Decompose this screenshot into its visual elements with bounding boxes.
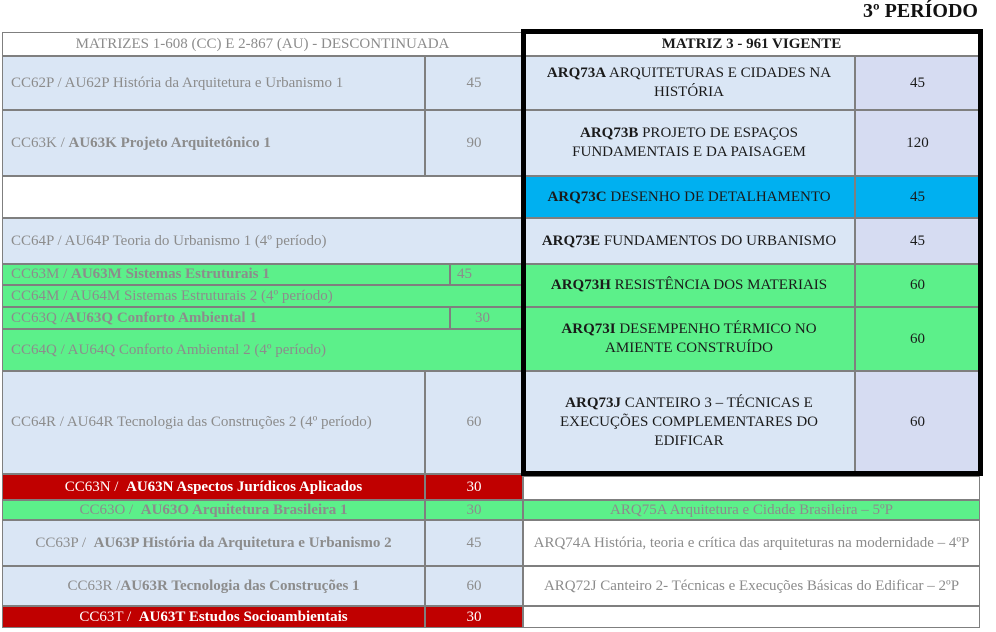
new-course-arq73a: ARQ73A ARQUITETURAS E CIDADES NA HISTÓRIA — [523, 56, 855, 110]
new-hours-arq73e: 45 — [855, 218, 980, 264]
old-hours-cc63n: 30 — [425, 474, 523, 500]
old-course-cc63o: CC63O / AU63O Arquitetura Brasileira 1 — [2, 500, 425, 520]
old-hours-cc63o: 30 — [425, 500, 523, 520]
new-hours-arq73c: 45 — [855, 176, 980, 218]
old-course-cc64m: CC64M / AU64M Sistemas Estruturais 2 (4º período) — [2, 285, 523, 307]
old-hours-cc64r: 60 — [425, 371, 523, 474]
new-hours-arq73i: 60 — [855, 307, 980, 371]
note-arq75a: ARQ75A Arquitetura e Cidade Brasileira – 5ºP — [523, 500, 980, 520]
old-hours-cc63t: 30 — [425, 606, 523, 628]
old-course-cc63r: CC63R /AU63R Tecnologia das Construções 1 — [2, 566, 425, 606]
note-arq72j: ARQ72J Canteiro 2- Técnicas e Execuções Básicas do Edificar – 2ºP — [523, 566, 980, 606]
old-hours-cc63q: 30 — [450, 307, 523, 329]
new-hours-arq73b: 120 — [855, 110, 980, 176]
new-hours-arq73a: 45 — [855, 56, 980, 110]
old-course-cc64q: CC64Q / AU64Q Conforto Ambiental 2 (4º período) — [2, 329, 523, 371]
old-hours-cc63p: 45 — [425, 520, 523, 566]
old-course-cc63p: CC63P / AU63P História da Arquitetura e Urbanismo 2 — [2, 520, 425, 566]
old-hours-cc62p: 45 — [425, 56, 523, 110]
note-empty-2 — [523, 606, 980, 628]
new-course-arq73e: ARQ73E FUNDAMENTOS DO URBANISMO — [523, 218, 855, 264]
new-hours-arq73j: 60 — [855, 371, 980, 474]
period-title: 3º PERÍODO — [863, 0, 978, 22]
old-course-cc63m: CC63M / AU63M Sistemas Estruturais 1 — [2, 264, 450, 285]
new-hours-arq73h: 60 — [855, 264, 980, 307]
old-hours-cc63r: 60 — [425, 566, 523, 606]
old-hours-cc63m: 45 — [450, 264, 523, 285]
old-course-cc62p: CC62P / AU62P História da Arquitetura e Urbanismo 1 — [2, 56, 425, 110]
new-course-arq73i: ARQ73I DESEMPENHO TÉRMICO NO AMIENTE CONSTRUÍDO — [523, 307, 855, 371]
new-course-arq73h: ARQ73H RESISTÊNCIA DOS MATERIAIS — [523, 264, 855, 307]
old-course-cc64p: CC64P / AU64P Teoria do Urbanismo 1 (4º período) — [2, 218, 523, 264]
right-header: MATRIZ 3 - 961 VIGENTE — [523, 32, 980, 56]
old-course-cc63t: CC63T / AU63T Estudos Socioambientais — [2, 606, 425, 628]
new-course-arq73c: ARQ73C DESENHO DE DETALHAMENTO — [523, 176, 855, 218]
old-course-cc63n: CC63N / AU63N Aspectos Jurídicos Aplicados — [2, 474, 425, 500]
old-hours-cc63k: 90 — [425, 110, 523, 176]
old-course-cc64r: CC64R / AU64R Tecnologia das Construções 2 (4º período) — [2, 371, 425, 474]
new-course-arq73j: ARQ73J CANTEIRO 3 – TÉCNICAS E EXECUÇÕES COMPLEMENTARES DO EDIFICAR — [523, 371, 855, 474]
note-empty-1 — [523, 476, 980, 500]
note-arq74a: ARQ74A História, teoria e crítica das arquiteturas na modernidade – 4ºP — [523, 520, 980, 566]
old-empty-row — [2, 176, 523, 218]
new-course-arq73b: ARQ73B PROJETO DE ESPAÇOS FUNDAMENTAIS E DA PAISAGEM — [523, 110, 855, 176]
left-header: MATRIZES 1-608 (CC) E 2-867 (AU) - DESCONTINUADA — [2, 32, 523, 56]
old-course-cc63q: CC63Q / AU63Q Conforto Ambiental 1 — [2, 307, 450, 329]
old-course-cc63k: CC63K / AU63K Projeto Arquitetônico 1 — [2, 110, 425, 176]
